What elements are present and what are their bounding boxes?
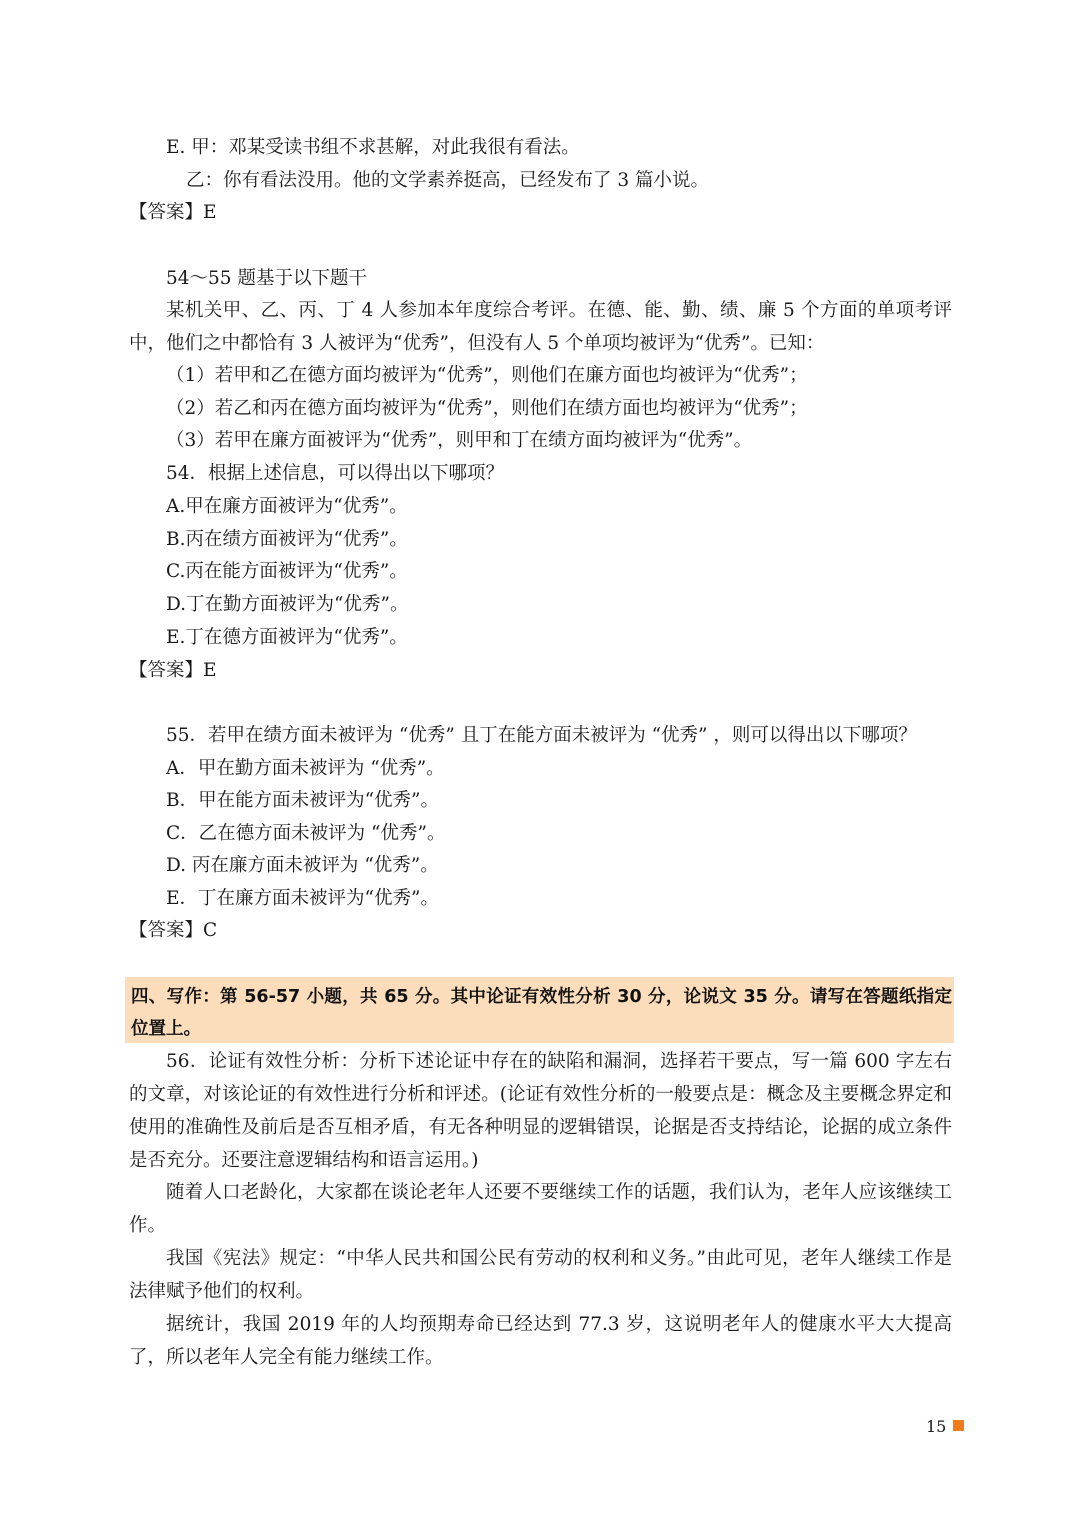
condition-2: （2）若乙和丙在德方面均被评为“优秀”，则他们在绩方面也均被评为“优秀”； [166, 398, 808, 419]
q54-option-d: D.丁在勤方面被评为“优秀”。 [166, 594, 409, 615]
q55-question: 55．若甲在绩方面未被评为 “优秀” 且丁在能方面未被评为 “优秀” ，则可以得出以下哪项？ [166, 725, 917, 746]
q53-answer: 【答案】E [129, 202, 217, 223]
q56-paragraph-3: 据统计，我国 2019 年的人均预期寿命已经达到 77.3 岁，这说明老年人的健康水平大大提高了，所以老年人完全有能力继续工作。 [129, 1314, 952, 1368]
q54-option-c: C.丙在能方面被评为“优秀”。 [166, 561, 408, 582]
q53-option-e: E. 甲：邓某受读书组不求甚解，对此我很有看法。 [166, 137, 580, 158]
group-54-55-stem: 某机关甲、乙、丙、丁 4 人参加本年度综合考评。在德、能、勤、绩、廉 5 个方面的单项考评中，他们之中都恰有 3 人被评为“优秀”，但没有人 5 个单项均被评为“优秀”。已知： [129, 300, 952, 354]
q56-paragraph-1: 随着人口老龄化，大家都在谈论老年人还要不要继续工作的话题，我们认为，老年人应该继续工作。 [129, 1182, 952, 1236]
q54-option-b: B.丙在绩方面被评为“优秀”。 [166, 529, 408, 550]
group-54-55-header: 54～55 题基于以下题干 [166, 268, 367, 289]
q55-option-e: E．丁在廉方面未被评为“优秀”。 [166, 888, 439, 909]
condition-1: （1）若甲和乙在德方面均被评为“优秀”，则他们在廉方面也均被评为“优秀”； [166, 365, 808, 386]
q54-question: 54．根据上述信息，可以得出以下哪项？ [166, 463, 505, 484]
q54-option-e: E.丁在德方面被评为“优秀”。 [166, 627, 408, 648]
q54-answer: 【答案】E [129, 660, 217, 681]
condition-3: （3）若甲在廉方面被评为“优秀”，则甲和丁在绩方面均被评为“优秀”。 [166, 430, 753, 451]
q55-option-d: D. 丙在廉方面未被评为 “优秀”。 [166, 855, 439, 876]
q55-option-a: A．甲在勤方面未被评为 “优秀”。 [166, 758, 445, 779]
q53-option-e-continued: 乙：你有看法没用。他的文学素养挺高，已经发布了 3 篇小说。 [186, 170, 710, 191]
section-4-heading: 四、写作：第 56-57 小题，共 65 分。其中论证有效性分析 30 分，论说文 35 分。请写在答题纸指定位置上。 [131, 987, 952, 1039]
q55-option-b: B．甲在能方面未被评为“优秀”。 [166, 790, 440, 811]
q55-option-c: C．乙在德方面未被评为 “优秀”。 [166, 823, 446, 844]
page-marker-square [953, 1420, 964, 1431]
q56-paragraph-2: 我国《宪法》规定：“中华人民共和国公民有劳动的权利和义务。”由此可见，老年人继续工作是法律赋予他们的权利。 [129, 1248, 952, 1302]
q56-prompt: 56．论证有效性分析：分析下述论证中存在的缺陷和漏洞，选择若干要点，写一篇 600 字左右的文章，对该论证的有效性进行分析和评述。(论证有效性分析的一般要点是：概念及主要概念界定和使用的准确性及前后是否互相矛盾，有无各种明显的逻辑错误，论据是否支持结论，论据的成立条件是否充分。还要注意逻辑结构和语言运用。) [129, 1051, 952, 1171]
q54-option-a: A.甲在廉方面被评为“优秀”。 [166, 496, 408, 517]
page-number: 15 [926, 1417, 947, 1436]
q55-answer: 【答案】C [129, 920, 218, 941]
